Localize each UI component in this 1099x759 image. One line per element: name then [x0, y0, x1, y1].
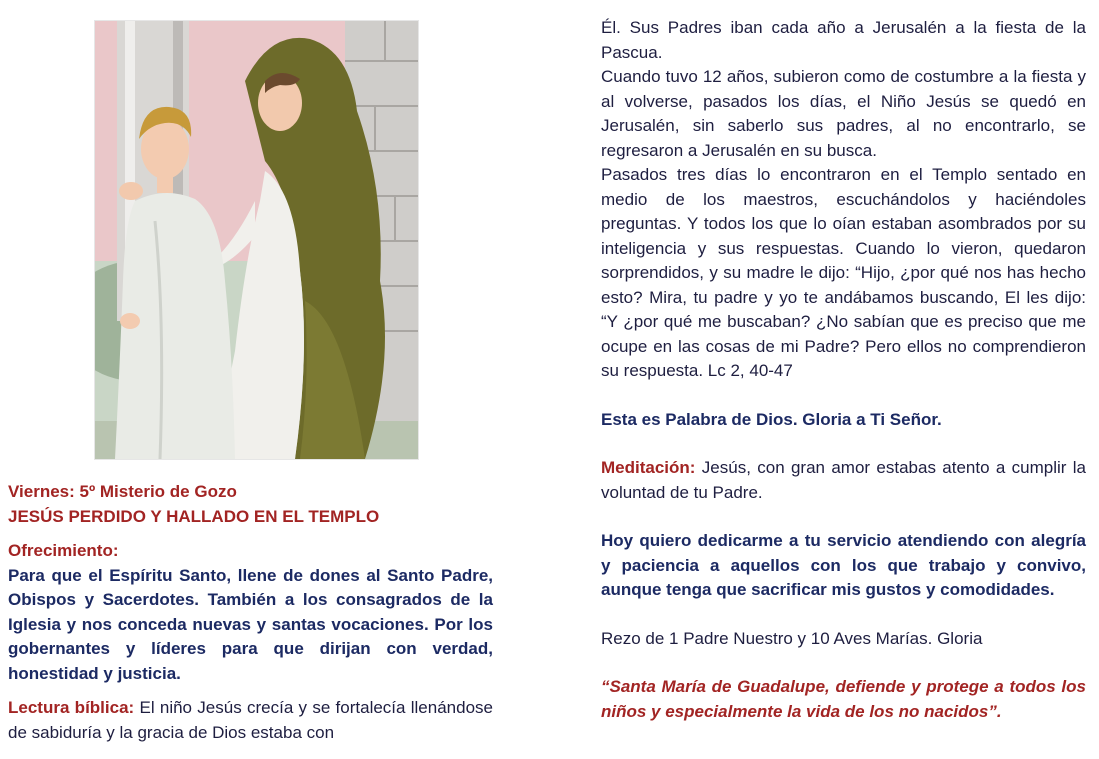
mystery-title-heading: JESÚS PERDIDO Y HALLADO EN EL TEMPLO	[8, 506, 380, 526]
offering-label: Ofrecimiento:	[8, 541, 119, 560]
meditation-paragraph	[601, 456, 1086, 505]
word-of-god-response: Esta es Palabra de Dios. Gloria a Ti Señor.	[601, 409, 942, 429]
left-column	[8, 480, 493, 745]
right-column	[601, 16, 1086, 724]
illustration-jesus-and-mary	[94, 20, 419, 460]
reading-paragraph-3: Pasados tres días lo encontraron en el Templo sentado en medio de los maestros, escuchándolos y haciéndoles preguntas. Y todos los que lo oían estaban asombrados por su inteligencia y sus respuestas. Cuando lo vieron, quedaron sorprendidos, y su madre le dijo: “Hijo, ¿por qué nos has hecho esto? Mira, tu padre y yo te andábamos buscando, El les dijo: “Y ¿por qué me buscaban? ¿No sabían que es preciso que me ocupe en las cosas de mi Padre? Pero ellos no comprendieron su respuesta. Lc 2, 40-47	[601, 165, 1086, 380]
reading-continuation: Él. Sus Padres iban cada año a Jerusalén a la fiesta de la Pascua.	[601, 18, 1086, 62]
meditation-text: Jesús, con gran amor estabas atento a cumplir la voluntad de tu Padre.	[601, 458, 1086, 502]
meditation-label: Meditación:	[601, 458, 696, 477]
reading-paragraph	[8, 696, 493, 745]
reading-label: Lectura bíblica:	[8, 698, 135, 717]
guadalupe-invocation: “Santa María de Guadalupe, defiende y protege a todos los niños y especialmente la vida de los no nacidos”.	[601, 677, 1086, 721]
resolution-text: Hoy quiero dedicarme a tu servicio atendiendo con alegría y paciencia a aquellos con los que trabajo y convivo, aunque tenga que sacrificar mis gustos y comodidades.	[601, 531, 1086, 599]
prayer-instruction: Rezo de 1 Padre Nuestro y 10 Aves Marías. Gloria	[601, 628, 983, 648]
mystery-day-heading: Viernes: 5º Misterio de Gozo	[8, 482, 237, 501]
offering-text: Para que el Espíritu Santo, llene de dones al Santo Padre, Obispos y Sacerdotes. También a los consagrados de la Iglesia y nos conceda nuevas y santas vocaciones. Por los gobernantes y líderes para que dirijan con verdad, honestidad y justicia.	[8, 565, 493, 683]
reading-text: El niño Jesús crecía y se fortalecía llenándose de sabiduría y la gracia de Dios estaba con	[8, 698, 493, 742]
reading-paragraph-2: Cuando tuvo 12 años, subieron como de costumbre a la fiesta y al volverse, pasados los días, el Niño Jesús se quedó en Jerusalén, sin saberlo sus padres, al no encontrarlo, se regresaron a Jerusalén en su busca.	[601, 67, 1086, 160]
